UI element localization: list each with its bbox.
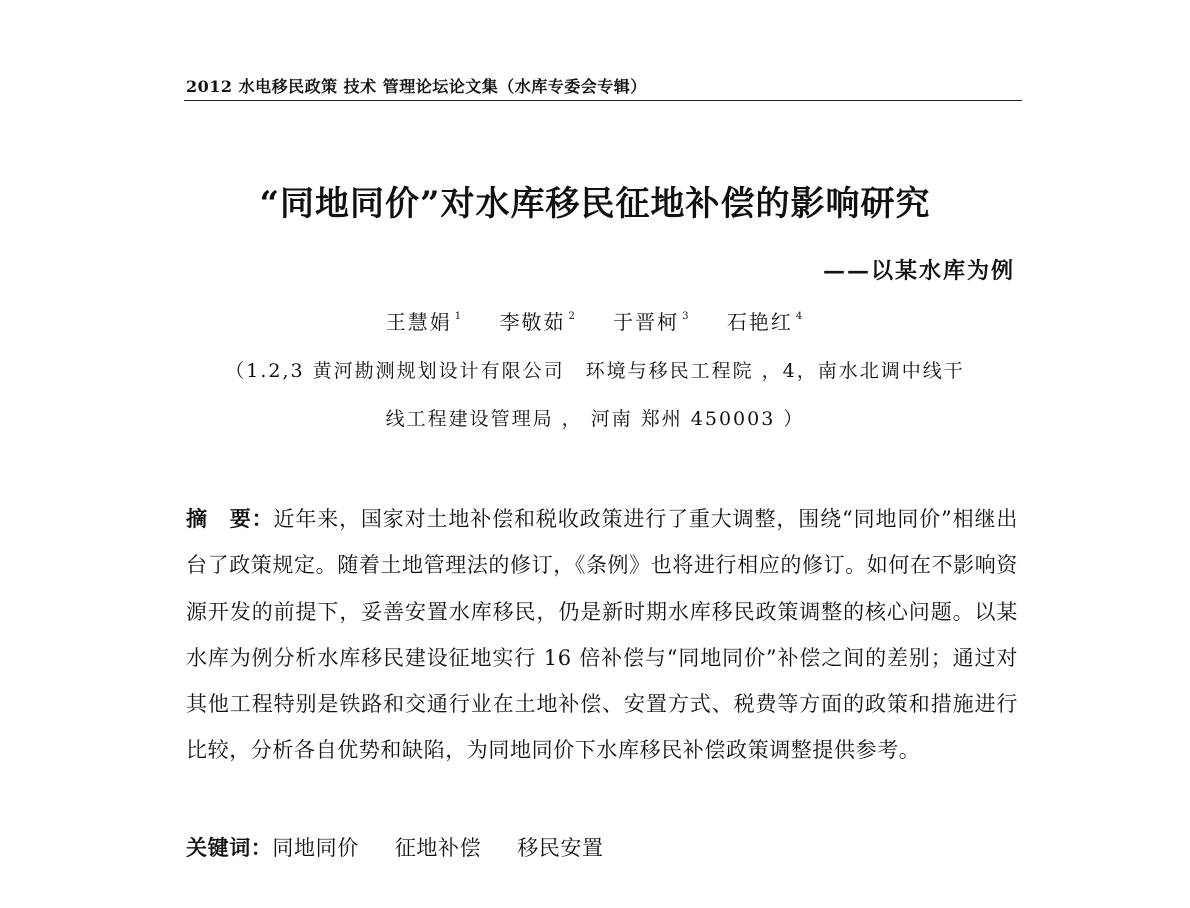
author (499, 306, 576, 335)
author-list (0, 306, 1190, 335)
author (727, 306, 804, 335)
author-name: 王慧娟 (385, 310, 452, 334)
author-name: 石艳红 (726, 310, 793, 334)
author-affiliation-mark: 2 (568, 311, 577, 322)
running-header: 2012 水电移民政策 技术 管理论坛论文集（水库专委会专辑） (186, 77, 647, 96)
abstract-label: 摘 要： (186, 506, 274, 531)
keywords (186, 832, 640, 862)
abstract-text: 近年来，国家对土地补偿和税收政策进行了重大调整，围绕“同地同价”相继出台了政策规定。随着土地管理法的修订，《条例》也将进行相应的修订。如何在不影响资源开发的前提下，妥善安置水库移民，仍是新时期水库移民政策调整的核心问题。以某水库为例分析水库移民建设征地实行 16 倍补偿与“同地同价”补偿之间的差别；通过对其他工程特别是铁路和交通行业在土地补偿、安置方式、税费等方面的政策和措施进行比较，分析各自优势和缺陷，为同地同价下水库移民补偿政策调整提供参考。 (186, 507, 1018, 763)
keyword: 征地补偿 (394, 836, 482, 860)
header-rule (184, 100, 1022, 101)
author-name: 李敬茹 (499, 310, 566, 334)
keyword: 同地同价 (272, 836, 359, 860)
keywords-label: 关键词： (186, 835, 273, 860)
author (386, 306, 463, 335)
article-subtitle: ——以某水库为例 (822, 258, 1015, 284)
author-affiliation-mark: 4 (795, 311, 805, 322)
abstract (186, 496, 1018, 774)
author-name: 于晋柯 (613, 310, 680, 334)
keyword: 移民安置 (517, 836, 604, 860)
affiliation-line-2: 线工程建设管理局 ， 河南 郑州 450003 ） (385, 408, 805, 430)
author (613, 306, 690, 335)
affiliation-line-1: （1.2,3 黄河勘测规划设计有限公司 环境与移民工程院 ，4，南水北调中线干 (225, 360, 965, 382)
article-title: “同地同价”对水库移民征地补偿的影响研究 (259, 184, 931, 224)
author-affiliation-mark: 1 (454, 311, 464, 322)
author-affiliation-mark: 3 (682, 311, 691, 322)
